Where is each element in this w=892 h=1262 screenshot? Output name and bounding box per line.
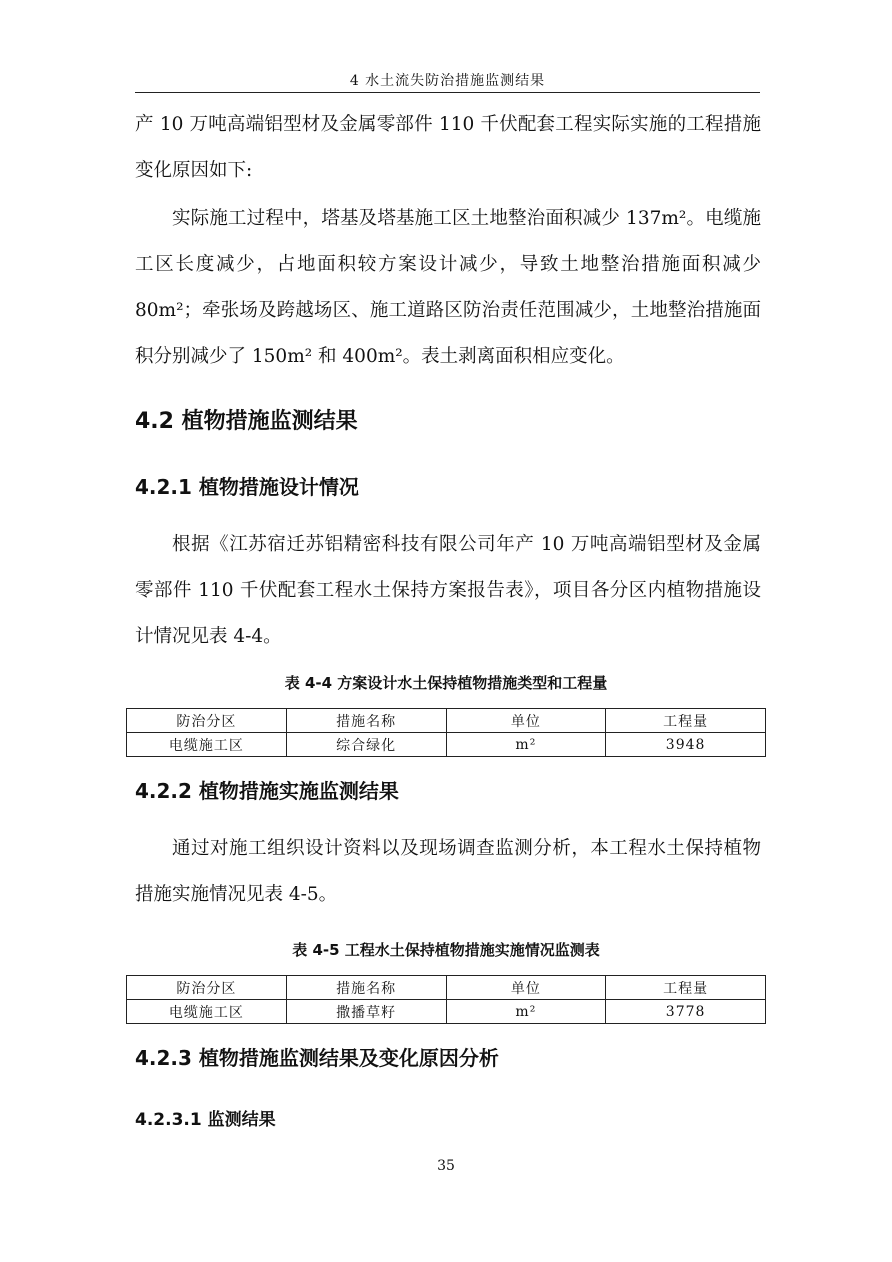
paragraph-change-reasons: 实际施工过程中，塔基及塔基施工区土地整治面积减少 137m²。电缆施工区长度减少，占地面积较方案设计减少，导致土地整治措施面积减少 80m²；牵张场及跨越场区、施工道路区防治责任范围减少，土地整治措施面积分别减少了 150m² 和 400m²。表土剥离面积相应变化。 — [135, 208, 761, 367]
table-cell: 电缆施工区 — [127, 733, 287, 757]
table-header-cell: 工程量 — [606, 709, 766, 733]
table-cell: 撒播草籽 — [286, 1000, 446, 1024]
section-heading-4-2-2: 4.2.2 植物措施实施监测结果 — [135, 779, 399, 803]
table-cell: m² — [446, 1000, 606, 1024]
section-heading-4-2-3-1: 4.2.3.1 监测结果 — [135, 1110, 276, 1130]
table-header-row — [127, 976, 766, 1000]
paragraph-cause-intro: 产 10 万吨高端铝型材及金属零部件 110 千伏配套工程实际实施的工程措施变化原因如下: — [135, 114, 761, 181]
page-number: 35 — [437, 1158, 455, 1174]
table-cell: 3948 — [606, 733, 766, 757]
table-header-row — [127, 709, 766, 733]
paragraph-design-basis: 根据《江苏宿迁苏铝精密科技有限公司年产 10 万吨高端铝型材及金属零部件 110 千伏配套工程水土保持方案报告表》，项目各分区内植物措施设计情况见表 4-4。 — [135, 534, 761, 647]
table-header-cell: 措施名称 — [286, 709, 446, 733]
section-heading-4-2: 4.2 植物措施监测结果 — [135, 409, 358, 434]
paragraph-implementation: 通过对施工组织设计资料以及现场调查监测分析，本工程水土保持植物措施实施情况见表 4-5。 — [135, 838, 761, 905]
table-header-cell: 防治分区 — [127, 976, 287, 1000]
table-cell: 综合绿化 — [286, 733, 446, 757]
table-cell: m² — [446, 733, 606, 757]
table-header-cell: 单位 — [446, 709, 606, 733]
table-cell: 电缆施工区 — [127, 1000, 287, 1024]
table-4-4 — [126, 708, 766, 757]
table-row — [127, 1000, 766, 1024]
section-heading-4-2-1: 4.2.1 植物措施设计情况 — [135, 475, 359, 499]
table-4-5-caption: 表 4-5 工程水土保持植物措施实施情况监测表 — [292, 941, 600, 959]
table-header-cell: 防治分区 — [127, 709, 287, 733]
section-heading-4-2-3: 4.2.3 植物措施监测结果及变化原因分析 — [135, 1046, 499, 1070]
table-header-cell: 工程量 — [606, 976, 766, 1000]
table-row — [127, 733, 766, 757]
table-header-cell: 单位 — [446, 976, 606, 1000]
table-4-5 — [126, 975, 766, 1024]
table-cell: 3778 — [606, 1000, 766, 1024]
table-4-4-caption: 表 4-4 方案设计水土保持植物措施类型和工程量 — [284, 674, 608, 692]
table-header-cell: 措施名称 — [286, 976, 446, 1000]
running-header: 4 水土流失防治措施监测结果 — [135, 70, 760, 93]
